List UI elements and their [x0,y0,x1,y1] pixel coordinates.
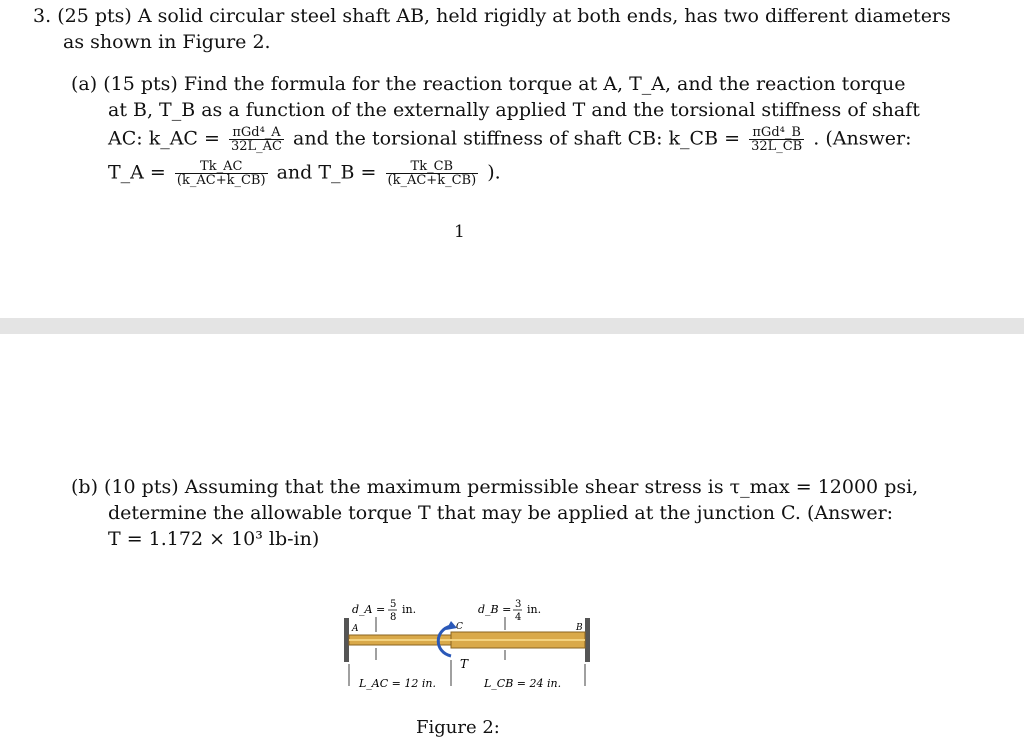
db-unit: in. [527,603,542,616]
part-a-line-3 [108,126,912,153]
da-unit: in. [402,603,417,616]
part-b-points: (10 pts) [104,476,179,498]
problem-statement-2: as shown in Figure 2. [63,31,271,53]
left-wall [344,618,349,662]
ta-fraction [175,160,268,187]
part-a-text-4c: ). [487,161,501,184]
da-denominator: 8 [390,612,397,623]
ta-numerator: Tk_AC [175,160,268,174]
tb-denominator: (k_AC+k_CB) [387,173,477,188]
kcb-numerator: πGd⁴_B [749,126,804,140]
right-wall [585,618,590,662]
part-b-text-1: Assuming that the maximum permissible shear stress is τ_max = 12000 psi, [184,476,919,498]
da-label: d_A = [352,603,386,616]
da-numerator: 5 [390,599,397,610]
problem-number: 3. [33,5,52,27]
part-a-text-2: at B, T_B as a function of the externally applied T and the torsional stiffness of shaft [108,99,920,121]
part-a-line-4 [108,160,501,187]
document-page-1 [0,0,1024,318]
torque-label: T [460,657,469,671]
ta-denominator: (k_AC+k_CB) [176,173,266,188]
part-b-text-3: T = 1.172 × 10³ lb-in) [108,528,320,550]
document-page-2 [0,334,1024,745]
part-a-text-3b: and the torsional stiffness of shaft CB: k_CB = [293,127,741,150]
part-a-text-4b: and T_B = [276,161,377,184]
part-b-label: (b) [71,476,98,498]
point-a-label: A [352,624,359,634]
kac-denominator: 32L_AC [230,139,282,154]
db-denominator: 4 [515,612,522,623]
part-a-text-1: Find the formula for the reaction torque at A, T_A, and the reaction torque [183,73,906,95]
part-a-text-4a: T_A = [108,161,166,184]
point-b-label: B [576,623,583,633]
kcb-denominator: 32L_CB [751,139,803,154]
part-b-line-1 [71,475,918,499]
figure-caption: Figure 2: [416,717,500,738]
page-separator [0,318,1024,334]
kcb-fraction [749,126,804,153]
tb-numerator: Tk_CB [386,160,479,174]
problem-statement-line-1 [33,4,951,28]
lac-label: L_AC = 12 in. [359,677,436,690]
db-label: d_B = [478,603,512,616]
part-a-line-1 [71,72,905,96]
problem-points: (25 pts) [57,5,132,27]
db-numerator: 3 [515,599,522,610]
part-a-label: (a) [71,73,98,95]
page-number: 1 [454,222,465,242]
part-a-text-3c: . (Answer: [813,127,912,150]
part-a-points: (15 pts) [103,73,178,95]
part-a-text-3a: AC: k_AC = [108,127,220,150]
problem-statement-1: A solid circular steel shaft AB, held rigidly at both ends, has two different diameters [137,5,951,27]
point-c-label: C [456,622,463,632]
part-b-text-2: determine the allowable torque T that may be applied at the junction C. (Answer: [108,502,894,524]
lcb-label: L_CB = 24 in. [484,677,562,690]
kac-fraction [229,126,284,153]
kac-numerator: πGd⁴_A [229,126,284,140]
shaft-figure [330,586,600,701]
tb-fraction [386,160,479,187]
